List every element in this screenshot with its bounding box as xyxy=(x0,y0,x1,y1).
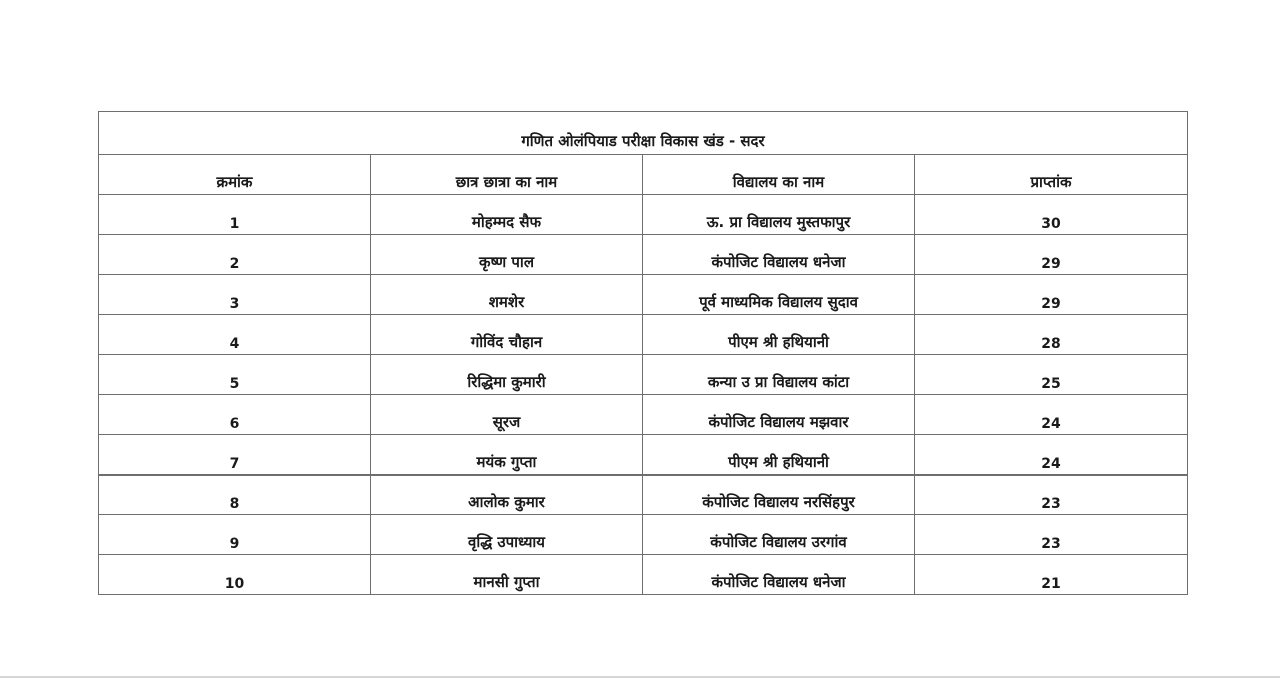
cell-school-name: पूर्व माध्यमिक विद्यालय सुदाव xyxy=(643,275,915,315)
cell-student-name: शमशेर xyxy=(371,275,643,315)
table-row xyxy=(99,275,1188,315)
cell-score: 24 xyxy=(915,435,1188,475)
cell-serial: 1 xyxy=(99,195,371,235)
cell-score: 23 xyxy=(915,475,1188,515)
cell-score: 25 xyxy=(915,355,1188,395)
cell-serial: 4 xyxy=(99,315,371,355)
table-body xyxy=(99,195,1188,595)
cell-student-name: आलोक कुमार xyxy=(371,475,643,515)
cell-serial: 3 xyxy=(99,275,371,315)
table-row xyxy=(99,355,1188,395)
table-row xyxy=(99,515,1188,555)
cell-student-name: कृष्ण पाल xyxy=(371,235,643,275)
header-student-name: छात्र छात्रा का नाम xyxy=(371,155,643,195)
cell-serial: 10 xyxy=(99,555,371,595)
cell-school-name: कंपोजिट विद्यालय धनेजा xyxy=(643,555,915,595)
cell-school-name: कंपोजिट विद्यालय धनेजा xyxy=(643,235,915,275)
cell-student-name: मोहम्मद सैफ xyxy=(371,195,643,235)
cell-student-name: मयंक गुप्ता xyxy=(371,435,643,475)
cell-school-name: पीएम श्री हथियानी xyxy=(643,315,915,355)
cell-serial: 9 xyxy=(99,515,371,555)
title-row xyxy=(99,112,1188,155)
cell-school-name: कंपोजिट विद्यालय नरसिंहपुर xyxy=(643,475,915,515)
cell-serial: 8 xyxy=(99,475,371,515)
cell-student-name: मानसी गुप्ता xyxy=(371,555,643,595)
cell-score: 29 xyxy=(915,235,1188,275)
cell-score: 28 xyxy=(915,315,1188,355)
header-serial: क्रमांक xyxy=(99,155,371,195)
cell-school-name: पीएम श्री हथियानी xyxy=(643,435,915,475)
table-row xyxy=(99,555,1188,595)
cell-school-name: कन्या उ प्रा विद्यालय कांटा xyxy=(643,355,915,395)
cell-score: 24 xyxy=(915,395,1188,435)
cell-score: 29 xyxy=(915,275,1188,315)
cell-serial: 2 xyxy=(99,235,371,275)
table-row xyxy=(99,235,1188,275)
table-row xyxy=(99,315,1188,355)
cell-score: 23 xyxy=(915,515,1188,555)
cell-score: 21 xyxy=(915,555,1188,595)
table-row xyxy=(99,195,1188,235)
results-sheet xyxy=(98,111,1187,595)
cell-student-name: गोविंद चौहान xyxy=(371,315,643,355)
cell-student-name: रिद्धिमा कुमारी xyxy=(371,355,643,395)
cell-serial: 5 xyxy=(99,355,371,395)
table-title: गणित ओलंपियाड परीक्षा विकास खंड - सदर xyxy=(99,112,1188,155)
cell-school-name: कंपोजिट विद्यालय उरगांव xyxy=(643,515,915,555)
page-bottom-divider xyxy=(0,676,1280,678)
cell-serial: 7 xyxy=(99,435,371,475)
results-table xyxy=(98,111,1188,595)
header-score: प्राप्तांक xyxy=(915,155,1188,195)
header-school-name: विद्यालय का नाम xyxy=(643,155,915,195)
header-row xyxy=(99,155,1188,195)
cell-student-name: वृद्धि उपाध्याय xyxy=(371,515,643,555)
cell-student-name: सूरज xyxy=(371,395,643,435)
cell-serial: 6 xyxy=(99,395,371,435)
table-row xyxy=(99,435,1188,475)
cell-score: 30 xyxy=(915,195,1188,235)
cell-school-name: कंपोजिट विद्यालय मझवार xyxy=(643,395,915,435)
table-row xyxy=(99,395,1188,435)
table-row xyxy=(99,475,1188,515)
cell-school-name: ऊ. प्रा विद्यालय मुस्तफापुर xyxy=(643,195,915,235)
